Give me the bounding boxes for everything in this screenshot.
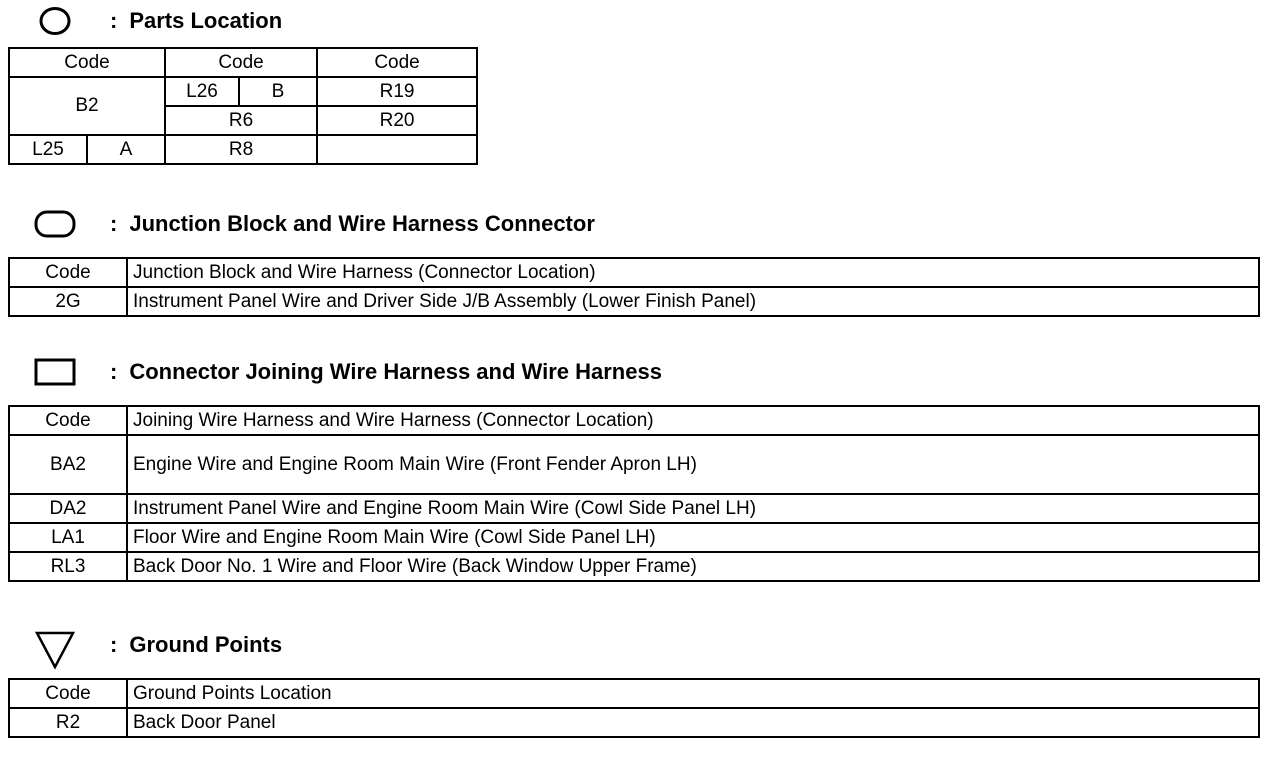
row-description: Engine Wire and Engine Room Main Wire (Front Fender Apron LH) — [127, 435, 1259, 494]
connector-joining-table — [8, 405, 1260, 582]
code-l26: L26 — [165, 77, 239, 106]
empty-cell — [317, 135, 477, 164]
parts-location-header — [30, 6, 282, 36]
table-row — [9, 287, 1259, 316]
description-header: Ground Points Location — [127, 679, 1259, 708]
connector-joining-title: Connector Joining Wire Harness and Wire Harness — [129, 359, 662, 384]
connector-joining-colon: : — [110, 359, 118, 384]
code-header: Code — [9, 258, 127, 287]
row-description: Instrument Panel Wire and Engine Room Main Wire (Cowl Side Panel LH) — [127, 494, 1259, 523]
code-l25: L25 — [9, 135, 87, 164]
code-r8: R8 — [165, 135, 317, 164]
row-code: DA2 — [9, 494, 127, 523]
table-row — [9, 435, 1259, 494]
code-header: Code — [9, 679, 127, 708]
parts-location-title: Parts Location — [129, 8, 283, 33]
ground-points-table — [8, 678, 1260, 738]
connector-joining-header — [30, 357, 662, 387]
row-code: R2 — [9, 708, 127, 737]
code-a: A — [87, 135, 165, 164]
rounded-rectangle-icon — [30, 209, 80, 239]
code-b2: B2 — [9, 77, 165, 135]
row-code: BA2 — [9, 435, 127, 494]
row-description: Floor Wire and Engine Room Main Wire (Cowl Side Panel LH) — [127, 523, 1259, 552]
code-header-2: Code — [165, 48, 317, 77]
table-row — [9, 552, 1259, 581]
code-r19: R19 — [317, 77, 477, 106]
code-header-1: Code — [9, 48, 165, 77]
code-header-3: Code — [317, 48, 477, 77]
row-description: Instrument Panel Wire and Driver Side J/B Assembly (Lower Finish Panel) — [127, 287, 1259, 316]
table-row — [9, 523, 1259, 552]
code-b: B — [239, 77, 317, 106]
parts-location-colon: : — [110, 8, 118, 33]
table-row — [9, 135, 477, 164]
row-code: RL3 — [9, 552, 127, 581]
table-row — [9, 708, 1259, 737]
row-description: Back Door No. 1 Wire and Floor Wire (Back Window Upper Frame) — [127, 552, 1259, 581]
row-code: LA1 — [9, 523, 127, 552]
table-row — [9, 48, 477, 77]
circle-icon — [30, 6, 80, 36]
code-r6: R6 — [165, 106, 317, 135]
table-row — [9, 406, 1259, 435]
row-code: 2G — [9, 287, 127, 316]
table-row — [9, 77, 477, 106]
code-r20: R20 — [317, 106, 477, 135]
junction-block-header — [30, 209, 595, 239]
junction-block-table — [8, 257, 1260, 317]
ground-points-colon: : — [110, 632, 118, 657]
code-header: Code — [9, 406, 127, 435]
table-row — [9, 494, 1259, 523]
junction-block-colon: : — [110, 211, 118, 236]
table-row — [9, 258, 1259, 287]
ground-points-title: Ground Points — [129, 632, 283, 657]
down-triangle-icon — [30, 630, 80, 660]
description-header: Junction Block and Wire Harness (Connector Location) — [127, 258, 1259, 287]
square-icon — [30, 357, 80, 387]
table-row — [9, 679, 1259, 708]
junction-block-title: Junction Block and Wire Harness Connector — [129, 211, 595, 236]
description-header: Joining Wire Harness and Wire Harness (Connector Location) — [127, 406, 1259, 435]
parts-location-table — [8, 47, 478, 165]
ground-points-header — [30, 630, 282, 660]
row-description: Back Door Panel — [127, 708, 1259, 737]
